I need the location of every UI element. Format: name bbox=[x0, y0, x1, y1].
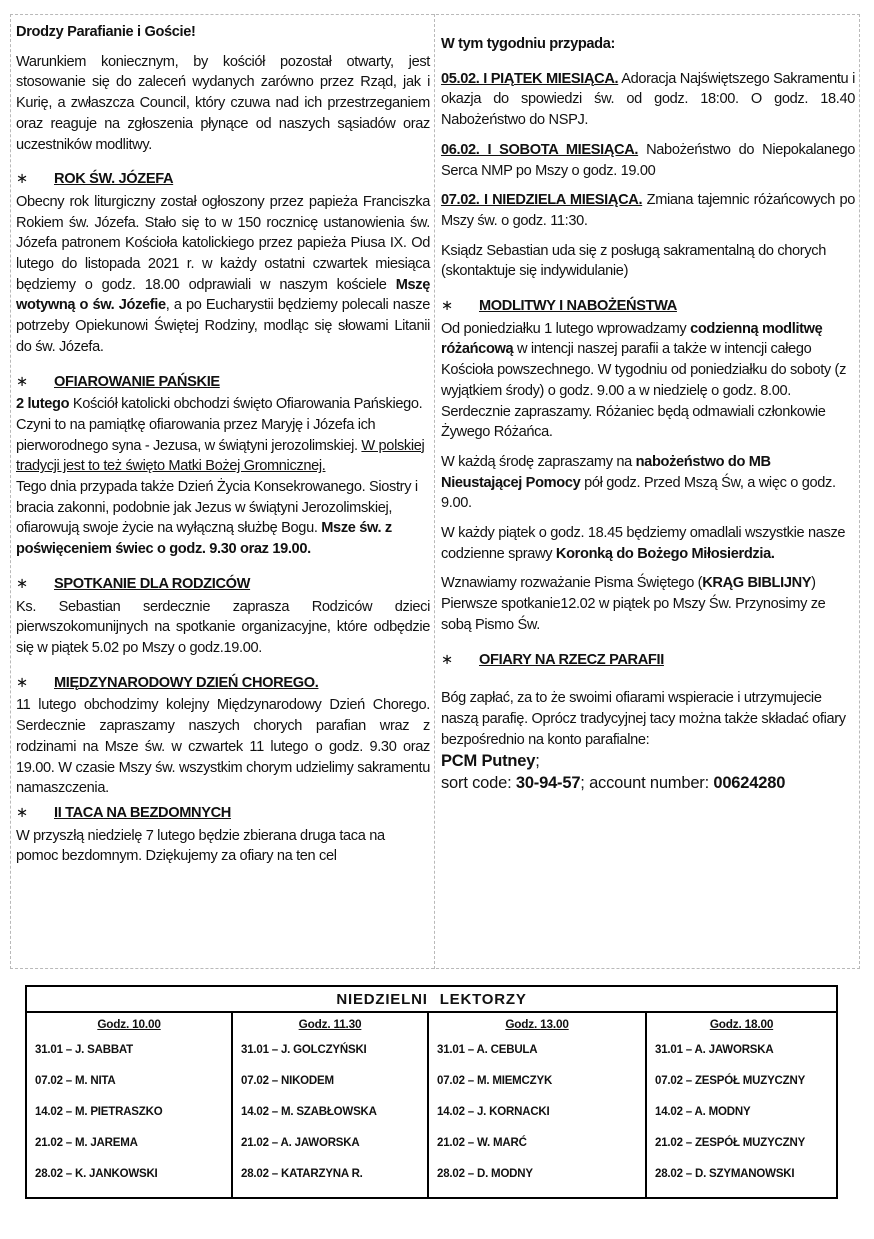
sort-code-label: sort code: bbox=[441, 774, 516, 793]
lectors-table bbox=[25, 985, 838, 1199]
section-text-dzien-chorego: 11 lutego obchodzimy kolejny Międzynarodowy Dzień Chorego. Serdecznie zapraszamy naszych chorych parafian wraz z rodzinami na Msze św. w czwartek 11 lutego o godz. 9.30 oraz 19.00. W czasie Mszy św. wszystkim chorym udzielimy sakramentu namaszczenia. bbox=[16, 697, 430, 797]
text-run: ; bbox=[535, 752, 540, 771]
lector-entry: 31.01 – A. JAWORSKA bbox=[655, 1044, 774, 1056]
text-run: Tego dnia przypada także Dzień Życia Konsekrowanego. Siostry i bracia zakonni, podobnie jak Jezus w świątyni Jerozolimskiej, ofiarowują swoje życie na wyłączną służbę Bogu. bbox=[16, 479, 418, 537]
section-text-taca: W przyszłą niedzielę 7 lutego będzie zbierana druga taca na pomoc bezdomnym. Dziękujemy za ofiary na ten cel bbox=[16, 827, 385, 865]
lector-entry: 07.02 – ZESPÓŁ MUZYCZNY bbox=[655, 1075, 806, 1087]
event-date-heading: 07.02. I NIEDZIELA MIESIĄCA. bbox=[441, 192, 643, 209]
intro-paragraph: Warunkiem koniecznym, by kościół pozostał otwarty, jest stosowanie się do zaleceń wydanych zarówno przez Rząd, jak i Kurię, a zwłaszcza Council, który czuwa nad ich przestrzeganiem oraz reaguje na zgłoszenia płynące od naszych sąsiadów oraz uczestników modlitwy. bbox=[16, 53, 430, 153]
lectors-column-time: Godz. 13.00 bbox=[505, 1017, 569, 1031]
title-word: LEKTORZY bbox=[439, 990, 527, 1008]
lector-entry: 31.01 – A. CEBULA bbox=[437, 1044, 538, 1056]
lectors-column bbox=[428, 1012, 646, 1198]
section-title: II TACA NA BEZDOMNYCH bbox=[54, 804, 231, 821]
sort-code: 30-94-57 bbox=[515, 774, 581, 793]
left-column bbox=[16, 22, 430, 867]
section-title: SPOTKANIE DLA RODZICÓW bbox=[54, 575, 251, 592]
account-number-label: ; account number: bbox=[580, 774, 714, 793]
section-title: MODLITWY I NABOŻEŃSTWA bbox=[479, 298, 677, 315]
section-text-modlitwy bbox=[441, 319, 855, 443]
text-run: Adoracja Najświętszego Sakramentu i okazja do spowiedzi św. od godz. 18:00. O godz. 18.40 Nabożeństwo do NSPJ. bbox=[441, 70, 855, 129]
text-run-bold: Koronką do Bożego Miłosierdzia. bbox=[555, 545, 775, 562]
column-divider bbox=[434, 14, 435, 969]
section-text-krag-biblijny bbox=[441, 573, 855, 635]
section-title: MIĘDZYNARODOWY DZIEŃ CHOREGO. bbox=[54, 674, 319, 691]
text-run: Kościół katolicki obchodzi święto Ofiarowania Pańskiego. Czyni to na pamiątkę ofiarowania przez Maryję i Józefa ich pierworodnego syna - Jezusa, w świątyni jerozolimskiej. bbox=[16, 396, 423, 454]
lectors-table-title bbox=[26, 986, 837, 1012]
text-run: ) Pierwsze spotkanie12.02 w piątek po Mszy Św. Przynosimy ze sobą Pismo Św. bbox=[441, 575, 826, 633]
asterisk-icon: ∗ bbox=[16, 674, 28, 691]
section-text-friday bbox=[441, 523, 855, 564]
right-column bbox=[441, 22, 855, 794]
text-run-bold: KRĄG BIBLIJNY bbox=[702, 575, 812, 592]
section-heading-taca bbox=[16, 803, 430, 824]
lectors-column bbox=[232, 1012, 428, 1198]
lector-entry: 28.02 – KATARZYNA R. bbox=[241, 1168, 363, 1180]
account-number: 00624280 bbox=[713, 774, 786, 793]
section-heading-ofiarowanie bbox=[16, 372, 430, 393]
section-title: ROK ŚW. JÓZEFA bbox=[54, 171, 174, 188]
section-text-wednesday bbox=[441, 452, 855, 514]
title-word: NIEDZIELNI bbox=[336, 990, 428, 1008]
lectors-column-time: Godz. 11.30 bbox=[298, 1017, 362, 1031]
section-heading-ofiary bbox=[441, 650, 855, 671]
section-text-ofiarowanie bbox=[16, 394, 430, 477]
lector-entry: 31.01 – J. GOLCZYŃSKI bbox=[241, 1044, 367, 1056]
section-heading-rok-sw-jozefa bbox=[16, 169, 430, 190]
text-run: W każdą środę zapraszamy na bbox=[441, 453, 636, 470]
section-text-spotkanie: Ks. Sebastian serdecznie zaprasza Rodziców dzieci pierwszokomunijnych na spotkanie organizacyjne, które odbędzie się w piątek 5.02 po Mszy o godz.19.00. bbox=[16, 598, 430, 656]
event-first-saturday bbox=[441, 140, 855, 181]
lector-entry: 07.02 – M. MIEMCZYK bbox=[437, 1075, 553, 1087]
section-text-ofiarowanie-2 bbox=[16, 477, 430, 560]
section-heading-dzien-chorego bbox=[16, 673, 430, 694]
lector-entry: 21.02 – W. MARĆ bbox=[437, 1137, 527, 1149]
lector-entry: 14.02 – M. SZABŁOWSKA bbox=[241, 1106, 377, 1118]
section-title: OFIARY NA RZECZ PARAFII bbox=[479, 651, 664, 668]
text-run-underlined: W polskiej tradycji jest to też święto Matki Bożej Gromnicznej. bbox=[16, 437, 425, 475]
text-run: Zmiana tajemnic różańcowych po Mszy św. o godz. 11:30. bbox=[441, 192, 855, 229]
asterisk-icon: ∗ bbox=[16, 373, 28, 390]
week-title: W tym tygodniu przypada: bbox=[441, 36, 616, 52]
event-date-heading: 06.02. I SOBOTA MIESIĄCA. bbox=[441, 141, 639, 158]
asterisk-icon: ∗ bbox=[16, 575, 28, 592]
asterisk-icon: ∗ bbox=[16, 804, 28, 821]
event-first-friday bbox=[441, 69, 855, 131]
bank-details bbox=[441, 772, 855, 794]
lector-entry: 21.02 – M. JAREMA bbox=[35, 1137, 138, 1149]
text-run: pół godz. Przed Mszą Św, a więc o godz. 9.00. bbox=[441, 474, 836, 512]
asterisk-icon: ∗ bbox=[441, 298, 453, 315]
lectors-column-time: Godz. 18.00 bbox=[709, 1017, 774, 1031]
section-heading-spotkanie bbox=[16, 574, 430, 595]
event-first-sunday bbox=[441, 190, 855, 231]
asterisk-icon: ∗ bbox=[16, 171, 28, 188]
priest-note: Ksiądz Sebastian uda się z posługą sakramentalną do chorych (skontaktuje się indywidulanie) bbox=[441, 242, 826, 280]
lectors-column bbox=[646, 1012, 837, 1198]
bank-name-line bbox=[441, 750, 855, 772]
section-text-rok-sw-jozefa bbox=[16, 192, 430, 358]
lector-entry: 07.02 – M. NITA bbox=[35, 1075, 116, 1087]
section-text-ofiary: Bóg zapłać, za to że swoimi ofiarami wspieracie i utrzymujecie naszą parafię. Oprócz tradycyjnej tacy można także składać ofiary bezpośrednio na konto parafialne: bbox=[441, 690, 846, 748]
text-run: Nabożeństwo do Niepokalanego Serca NMP po Mszy o godz. 19.00 bbox=[441, 141, 855, 179]
lectors-column bbox=[26, 1012, 232, 1198]
text-run-bold: Msze św. z poświęceniem świec o godz. 9.30 oraz 19.00. bbox=[16, 520, 392, 558]
text-run: Obecny rok liturgiczny został ogłoszony przez papieża Franciszka Rokiem św. Józefa. Stało się to w 150 rocznicę ustanowienia św. Józefa patronem Kościoła katolickiego przez papieża Piusa IX. Od lutego do listopada 2021 r. w każdy ostatni czwartek miesiąca będziemy o godz. 18.00 odprawiali w naszym kościele bbox=[16, 193, 430, 293]
section-title: OFIAROWANIE PAŃSKIE bbox=[54, 373, 220, 390]
lector-entry: 21.02 – ZESPÓŁ MUZYCZNY bbox=[655, 1137, 806, 1149]
text-run: , a po Eucharystii będziemy polecali nasze potrzeby Opiekunowi Świętej Rodziny, modląc się słowami Litanii do św. Józefa. bbox=[16, 297, 431, 355]
text-run-bold: codzienną modlitwę różańcową bbox=[441, 320, 823, 358]
text-run-bold: Mszę wotywną o św. Józefie bbox=[16, 276, 430, 314]
greeting: Drodzy Parafianie i Goście! bbox=[16, 24, 196, 40]
section-heading-modlitwy bbox=[441, 296, 855, 317]
lectors-column-time: Godz. 10.00 bbox=[97, 1017, 161, 1031]
text-run: W każdy piątek o godz. 18.45 będziemy omadlali wszystkie nasze codzienne sprawy bbox=[441, 525, 846, 562]
lector-entry: 14.02 – J. KORNACKI bbox=[437, 1106, 550, 1118]
lector-entry: 07.02 – NIKODEM bbox=[241, 1075, 334, 1087]
lector-entry: 28.02 – K. JANKOWSKI bbox=[35, 1168, 158, 1180]
text-run-bold: 2 lutego bbox=[16, 396, 70, 413]
lector-entry: 28.02 – D. MODNY bbox=[437, 1168, 533, 1180]
text-run: w intencji naszej parafii a także w intencji całego Kościoła powszechnego. W tygodniu od poniedziałku do soboty (z wyjątkiem środy) o godz. 9.00 a w niedzielę o godz. 8.00. Serdecznie zapraszamy. Różaniec będą odmawiali członkowie Żywego Różańca. bbox=[441, 341, 847, 441]
lector-entry: 28.02 – D. SZYMANOWSKI bbox=[655, 1168, 795, 1180]
event-date-heading: 05.02. I PIĄTEK MIESIĄCA. bbox=[441, 70, 619, 87]
lector-entry: 14.02 – M. PIETRASZKO bbox=[35, 1106, 163, 1118]
lector-entry: 21.02 – A. JAWORSKA bbox=[241, 1137, 360, 1149]
text-run: Od poniedziałku 1 lutego wprowadzamy bbox=[441, 320, 691, 337]
text-run-bold: nabożeństwo do MB Nieustającej Pomocy bbox=[441, 453, 771, 491]
text-run: Wznawiamy rozważanie Pisma Świętego ( bbox=[441, 575, 703, 592]
bank-name: PCM Putney bbox=[441, 752, 536, 771]
lector-entry: 31.01 – J. SABBAT bbox=[35, 1044, 134, 1056]
lector-entry: 14.02 – A. MODNY bbox=[655, 1106, 751, 1118]
asterisk-icon: ∗ bbox=[441, 651, 453, 668]
